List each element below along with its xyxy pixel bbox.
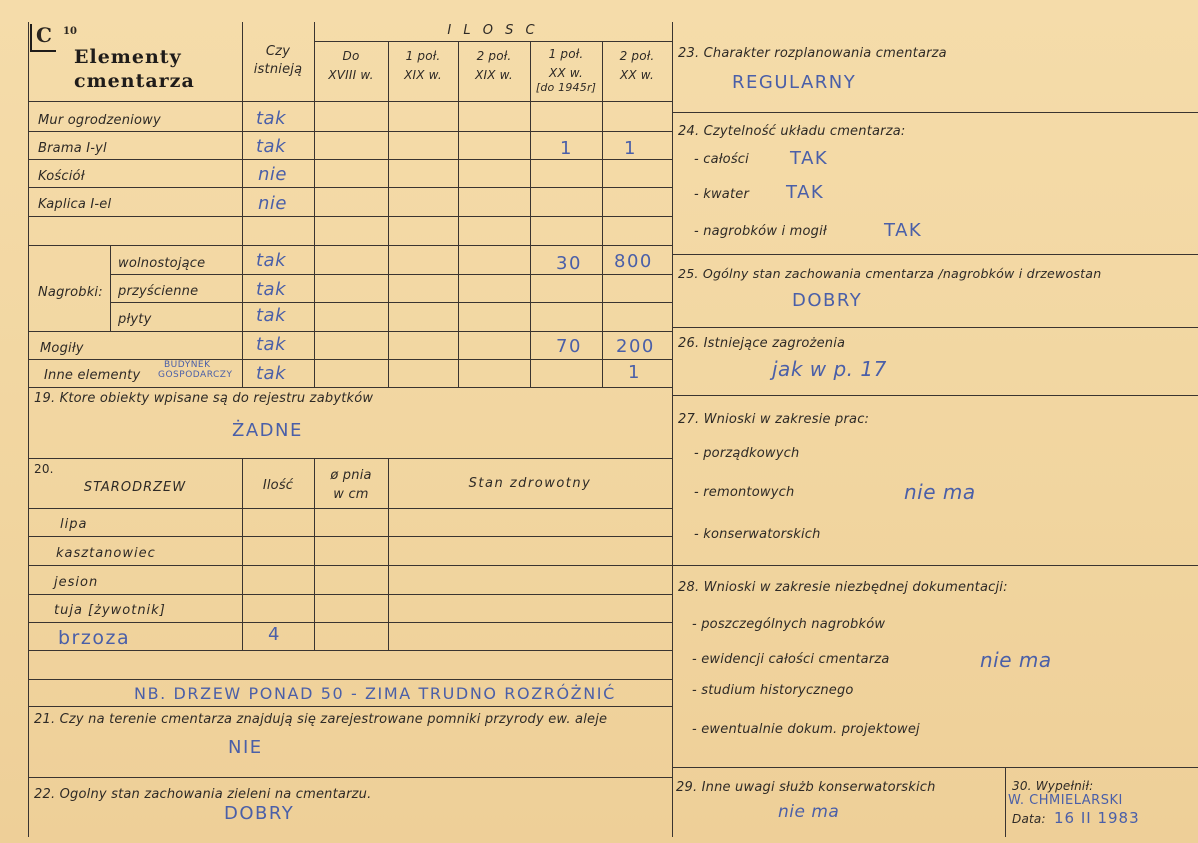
mogily-2p20: 200 [616, 336, 655, 357]
q21-answer: NIE [228, 737, 263, 758]
row-mur-label: Mur ogrodzeniowy [38, 113, 161, 128]
hdr-1p20-1: 1 poł. [548, 47, 584, 61]
q27-b: - remontowych [694, 485, 795, 500]
q24-label: 24. Czytelność układu cmentarza: [678, 124, 906, 139]
q30-date: 16 II 1983 [1054, 809, 1140, 827]
row-kaplica-label: Kaplica I-el [38, 197, 112, 212]
hdr-czy-2: istnieją [253, 62, 303, 77]
title-line-2: cmentarza [74, 70, 195, 92]
q19-answer: ŻADNE [232, 420, 303, 441]
mogily-czy: tak [256, 334, 287, 355]
section-letter: C [30, 24, 56, 52]
q28-a: - poszczególnych nagrobków [692, 617, 886, 632]
q24-kwater: - kwater [694, 187, 749, 202]
section-number: 10 [63, 26, 77, 37]
q20-h-star: STARODRZEW [83, 480, 187, 495]
inne-czy: tak [256, 363, 287, 384]
kosciol-czy: nie [258, 164, 287, 185]
przys-czy: tak [256, 279, 287, 300]
hdr-do-1: Do [342, 49, 360, 63]
mur-czy: tak [256, 108, 287, 129]
row-kosciol-label: Kościół [38, 169, 85, 184]
border-left [28, 22, 29, 837]
q19-label: 19. Ktore obiekty wpisane są do rejestru zabytków [34, 391, 374, 406]
row-wolno-label: wolnostojące [118, 256, 206, 271]
row-mogily-label: Mogiły [40, 341, 84, 356]
hdr-czy-1: Czy [265, 44, 291, 59]
hdr-1p19-2: XIX w. [404, 68, 442, 82]
q22-answer: DOBRY [224, 803, 295, 824]
row-inne-note-1: BUDYNEK [164, 360, 211, 370]
wolno-czy: tak [256, 250, 287, 271]
brama-czy: tak [256, 136, 287, 157]
q23-label: 23. Charakter rozplanowania cmentarza [678, 46, 947, 61]
q28-b-answer: nie ma [980, 648, 1052, 672]
q26-label: 26. Istniejące zagrożenia [678, 336, 846, 351]
hdr-ilosc: I L O S C [447, 23, 539, 38]
q24-calosci: - całości [694, 152, 749, 167]
q20-h-pnia-1: ø pnia [330, 468, 372, 483]
q30-label: 30. Wypełnił: [1012, 779, 1094, 793]
q29-label: 29. Inne uwagi służb konserwatorskich [676, 780, 936, 795]
row-nagrobki-label: Nagrobki: [38, 285, 103, 300]
tree-extra: brzoza [58, 627, 131, 649]
hdr-1p20-2: XX w. [548, 66, 584, 80]
brama-2p20: 1 [624, 138, 637, 159]
q28-b: - ewidencji całości cmentarza [692, 652, 890, 667]
title-line-1: Elementy [74, 46, 182, 68]
tree-kasztanowiec: kasztanowiec [56, 546, 156, 561]
q22-label: 22. Ogolny stan zachowania zieleni na cmentarzu. [34, 787, 372, 802]
q23-answer: REGULARNY [732, 72, 857, 93]
q24-nagrobkow-answer: TAK [884, 220, 923, 241]
row-inne-label: Inne elementy [44, 368, 141, 383]
brama-1p20: 1 [560, 138, 573, 159]
q25-label: 25. Ogólny stan zachowania cmentarza /nagrobków i drzewostan [678, 266, 1102, 281]
tree-extra-count: 4 [268, 624, 281, 645]
q20-h-pnia-2: w cm [333, 487, 369, 502]
inne-2p20: 1 [628, 362, 641, 383]
plyty-czy: tak [256, 305, 287, 326]
row-brama-label: Brama I-yl [38, 141, 107, 156]
q24-kwater-answer: TAK [786, 182, 825, 203]
q24-calosci-answer: TAK [790, 148, 829, 169]
q30-data-label: Data: [1012, 812, 1046, 826]
q26-answer: jak w p. 17 [772, 357, 887, 381]
hdr-2p19-2: XIX w. [475, 68, 513, 82]
hdr-1p19-1: 1 poł. [405, 49, 441, 63]
row-plyty-label: płyty [118, 312, 152, 327]
q20-h-ilosc: Ilość [262, 478, 294, 493]
q27-a: - porządkowych [694, 446, 800, 461]
q20-num: 20. [34, 462, 54, 476]
q27-c: - konserwatorskich [694, 527, 821, 542]
tree-tuja: tuja [żywotnik] [54, 603, 166, 618]
q28-c: - studium historycznego [692, 683, 854, 698]
tree-lipa: lipa [60, 517, 88, 532]
row-inne-note-2: GOSPODARCZY [158, 370, 233, 380]
q24-nagrobkow: - nagrobków i mogił [694, 224, 827, 239]
wolno-1p20: 30 [556, 253, 582, 274]
center-divider [672, 22, 673, 837]
q25-answer: DOBRY [792, 290, 863, 311]
q27-b-answer: nie ma [904, 480, 976, 504]
wolno-2p20: 800 [614, 251, 653, 272]
q27-label: 27. Wnioski w zakresie prac: [678, 412, 870, 427]
q30-name: W. CHMIELARSKI [1008, 793, 1123, 808]
hdr-2p20-1: 2 poł. [619, 49, 655, 63]
q28-label: 28. Wnioski w zakresie niezbędnej dokumentacji: [678, 580, 1008, 595]
tree-jesion: jesion [54, 575, 99, 590]
hdr-do-2: XVIII w. [328, 68, 374, 82]
q20-note: NB. DRZEW PONAD 50 - ZIMA TRUDNO ROZRÓŻNIĆ [134, 684, 616, 703]
kaplica-czy: nie [258, 193, 287, 214]
q28-d: - ewentualnie dokum. projektowej [692, 722, 920, 737]
q29-answer: nie ma [778, 802, 840, 822]
hdr-2p19-1: 2 poł. [476, 49, 512, 63]
row-przys-label: przyścienne [118, 284, 199, 299]
hdr-1p20-3: [do 1945r] [535, 81, 597, 94]
q20-h-stan: Stan zdrowotny [468, 476, 592, 491]
q21-label: 21. Czy na terenie cmentarza znajdują się zarejestrowane pomniki przyrody ew. aleje [34, 712, 608, 727]
hdr-2p20-2: XX w. [619, 68, 655, 82]
mogily-1p20: 70 [556, 336, 582, 357]
